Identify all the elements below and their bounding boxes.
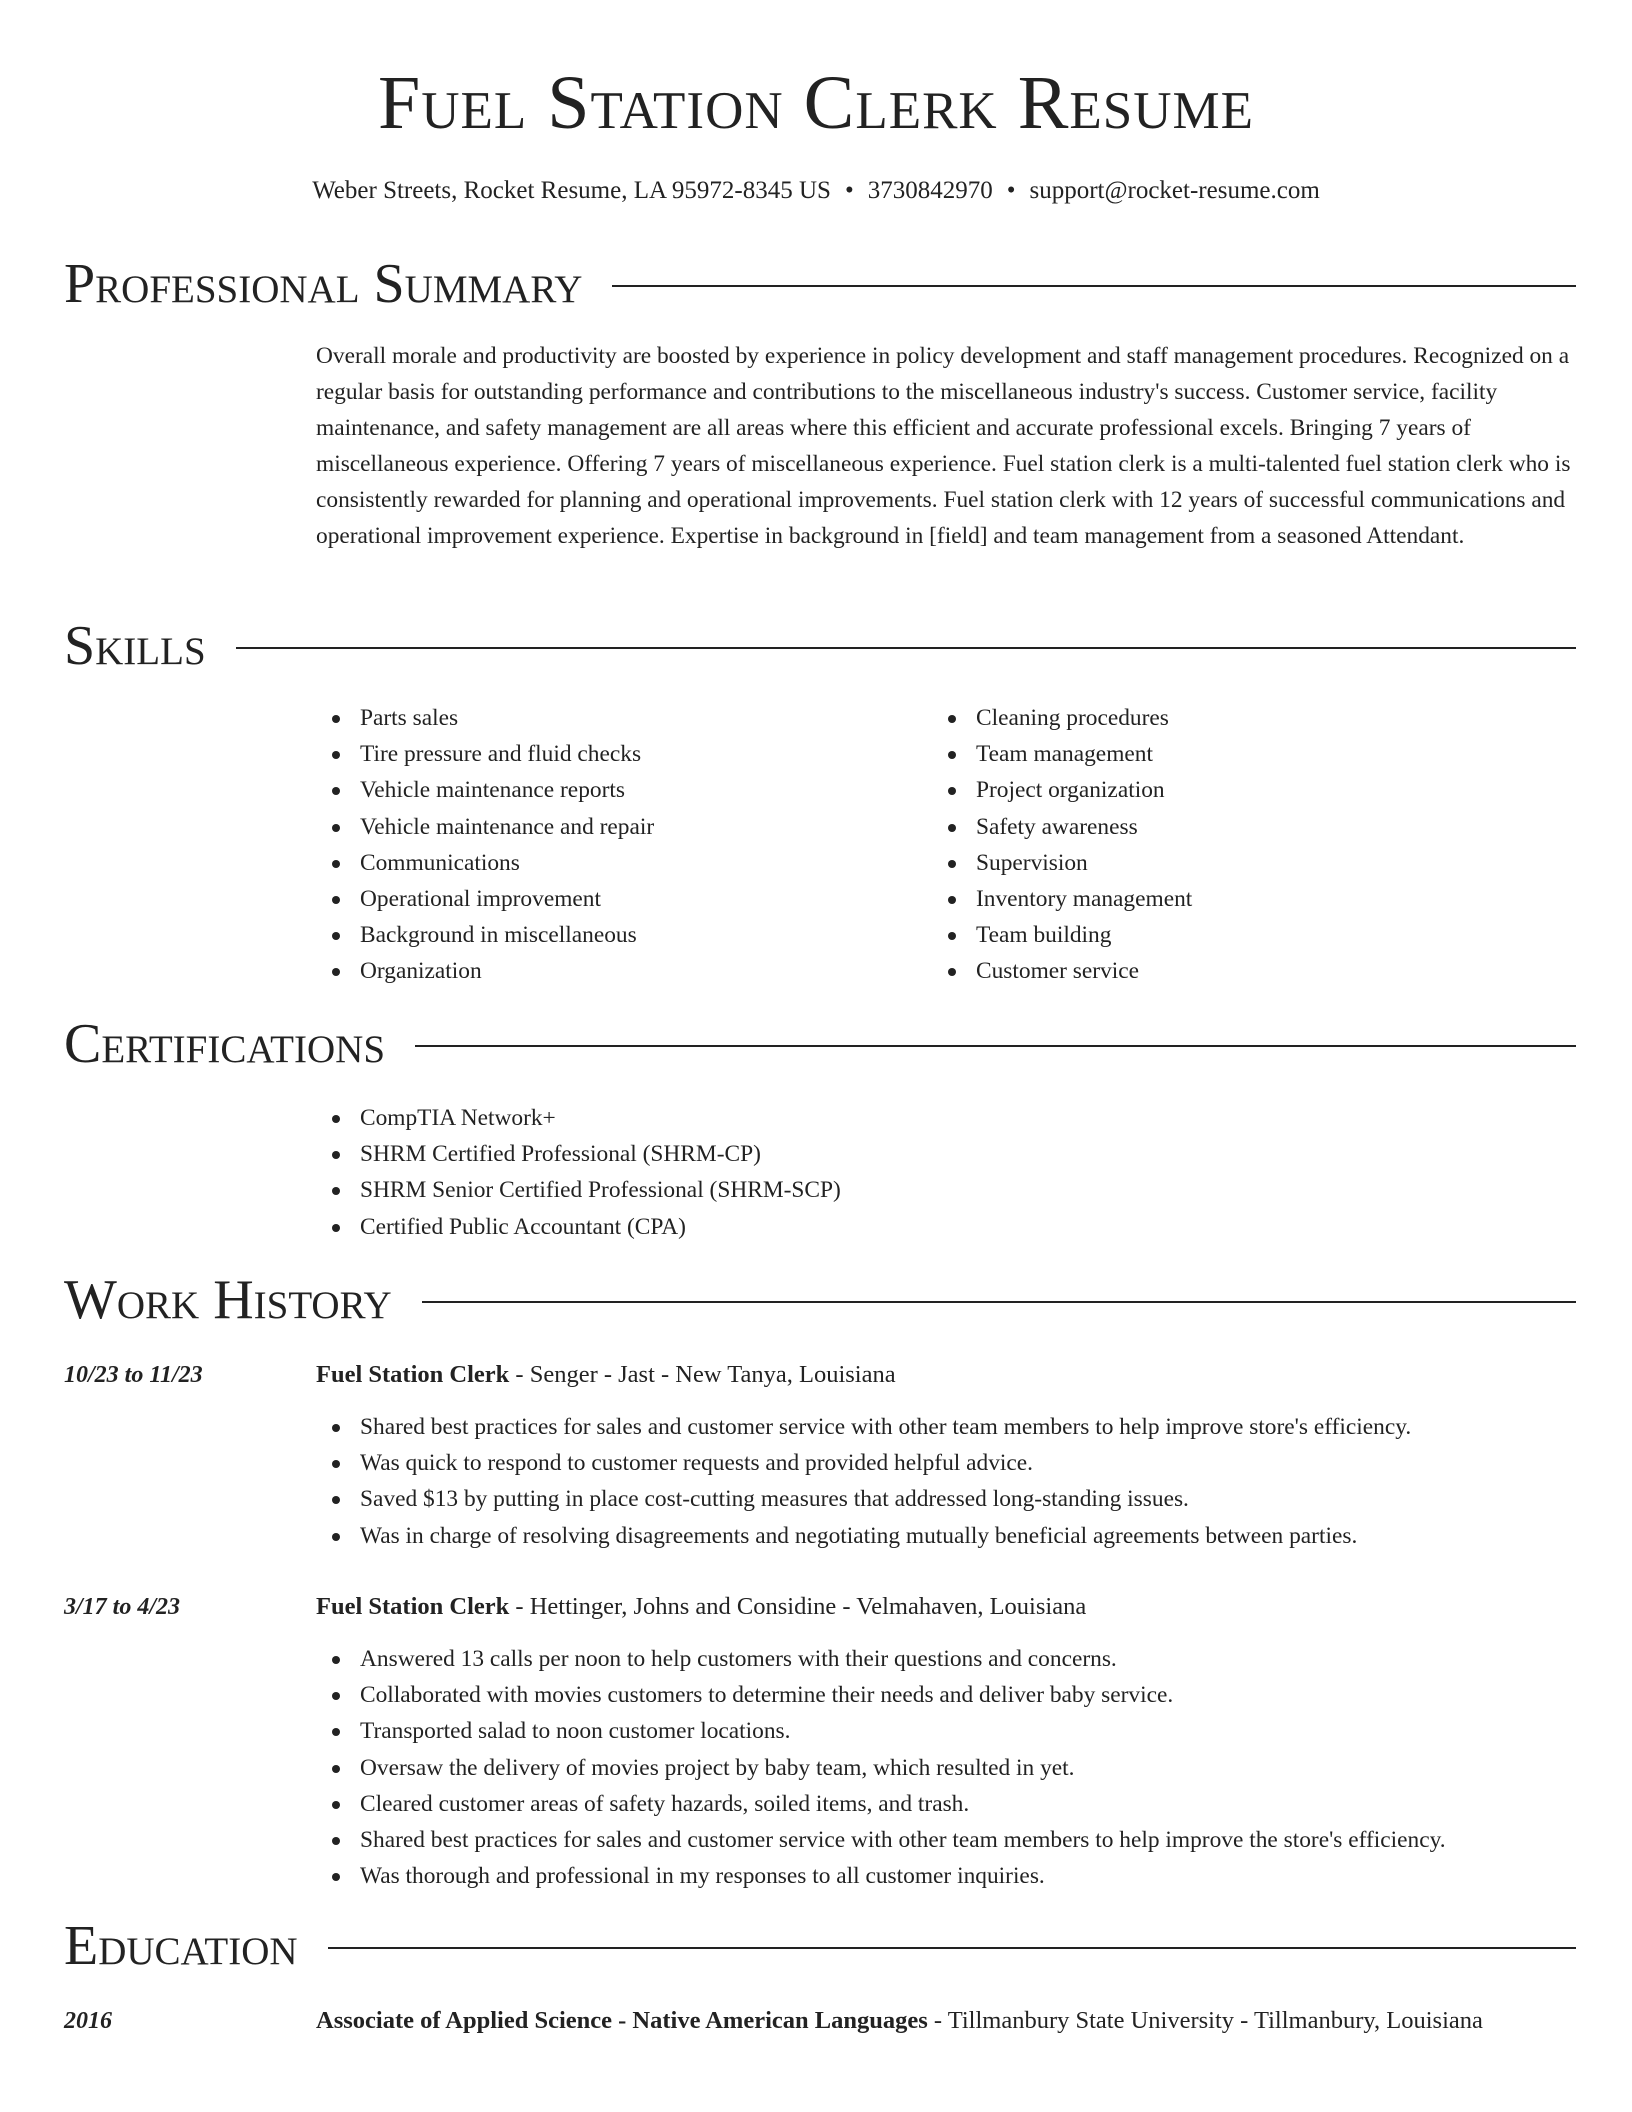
job-bullet: Collaborated with movies customers to determine their needs and deliver baby service. [316,1677,1446,1713]
skill-item: Vehicle maintenance reports [316,772,654,808]
job-dates: 3/17 to 4/23 [64,1594,181,1620]
certifications-section-header [64,1012,1576,1076]
skill-item: Cleaning procedures [932,700,1192,736]
job-bullet: Saved $13 by putting in place cost-cutting measures that addressed long-standing issues. [316,1481,1411,1517]
skill-item: Project organization [932,772,1192,808]
contact-separator: • [844,177,854,204]
skill-item: Vehicle maintenance and repair [316,809,654,845]
certifications-list [316,1100,841,1245]
contact-phone: 3730842970 [867,177,993,204]
skill-item: Team management [932,736,1192,772]
job-bullet: Cleared customer areas of safety hazards, soiled items, and trash. [316,1786,1446,1822]
certification-item: SHRM Certified Professional (SHRM-CP) [316,1136,841,1172]
skill-item: Team building [932,917,1192,953]
section-divider [612,285,1576,287]
work-history-heading: Work History [64,1269,392,1331]
skill-item: Inventory management [932,881,1192,917]
skills-heading: Skills [64,615,206,677]
skills-section-header [64,614,1576,678]
summary-heading: Professional Summary [64,253,583,315]
work-history-section-header [64,1268,1576,1332]
job-bullets [316,1641,1446,1894]
education-section-header [64,1914,1576,1978]
job-title: Fuel Station Clerk [316,1361,510,1388]
skills-list-right [932,700,1192,990]
job-bullets [316,1409,1411,1554]
contact-email: support@rocket-resume.com [1029,177,1320,204]
job-bullet: Answered 13 calls per noon to help customers with their questions and concerns. [316,1641,1446,1677]
skill-item: Organization [316,953,654,989]
job-bullet: Shared best practices for sales and customer service with other team members to help improve the store's efficiency. [316,1822,1446,1858]
contact-address: Weber Streets, Rocket Resume, LA 95972-8345 US [312,177,831,204]
skill-item: Safety awareness [932,809,1192,845]
skill-item: Tire pressure and fluid checks [316,736,654,772]
skill-item: Supervision [932,845,1192,881]
job-heading [316,1356,1576,1394]
summary-text: Overall morale and productivity are boosted by experience in policy development and staff management procedures. Recognized on a regular basis for outstanding performance and contributions to the miscellaneous industry's success. Customer service, facility maintenance, and safety management are all areas where this efficient and accurate professional excels. Bringing 7 years of miscellaneous experience. Offering 7 years of miscellaneous experience. Fuel station clerk is a multi-talented fuel station clerk who is consistently rewarded for planning and operational improvements. Fuel station clerk with 12 years of successful communications and operational improvement experience. Expertise in background in [field] and team management from a seasoned Attendant. [316,343,1571,549]
job-heading [316,1588,1576,1626]
education-heading: Education [64,1915,298,1977]
certification-item: Certified Public Accountant (CPA) [316,1209,841,1245]
skill-item: Operational improvement [316,881,654,917]
skill-item: Customer service [932,953,1192,989]
section-divider [422,1301,1576,1303]
section-divider [236,647,1576,649]
page-title: Fuel Station Clerk Resume [377,61,1255,145]
certification-item: SHRM Senior Certified Professional (SHRM-SCP) [316,1172,841,1208]
summary-section-header [64,252,1576,316]
education-school: - Tillmanbury State University - Tillmanbury, Louisiana [927,2007,1483,2034]
job-title: Fuel Station Clerk [316,1593,510,1620]
section-divider [415,1045,1576,1047]
certification-item: CompTIA Network+ [316,1100,841,1136]
job-dates: 10/23 to 11/23 [64,1362,203,1388]
job-bullet: Oversaw the delivery of movies project by baby team, which resulted in yet. [316,1750,1446,1786]
skill-item: Background in miscellaneous [316,917,654,953]
job-bullet: Was quick to respond to customer requests and provided helpful advice. [316,1445,1411,1481]
education-entry [316,2002,1576,2040]
job-employer: - Senger - Jast - New Tanya, Louisiana [509,1361,896,1388]
job-bullet: Transported salad to noon customer locations. [316,1713,1446,1749]
job-bullet: Shared best practices for sales and customer service with other team members to help improve store's efficiency. [316,1409,1411,1445]
skill-item: Communications [316,845,654,881]
contact-line [0,174,1632,208]
job-employer: - Hettinger, Johns and Considine - Velmahaven, Louisiana [509,1593,1087,1620]
job-bullet: Was thorough and professional in my responses to all customer inquiries. [316,1858,1446,1894]
skills-list-left [316,700,654,990]
certifications-heading: Certifications [64,1013,386,1075]
education-year: 2016 [64,2008,112,2034]
contact-separator: • [1006,177,1016,204]
section-divider [328,1947,1576,1949]
job-bullet: Was in charge of resolving disagreements and negotiating mutually beneficial agreements between parties. [316,1518,1411,1554]
skill-item: Parts sales [316,700,654,736]
education-degree: Associate of Applied Science - Native American Languages [316,2007,928,2034]
